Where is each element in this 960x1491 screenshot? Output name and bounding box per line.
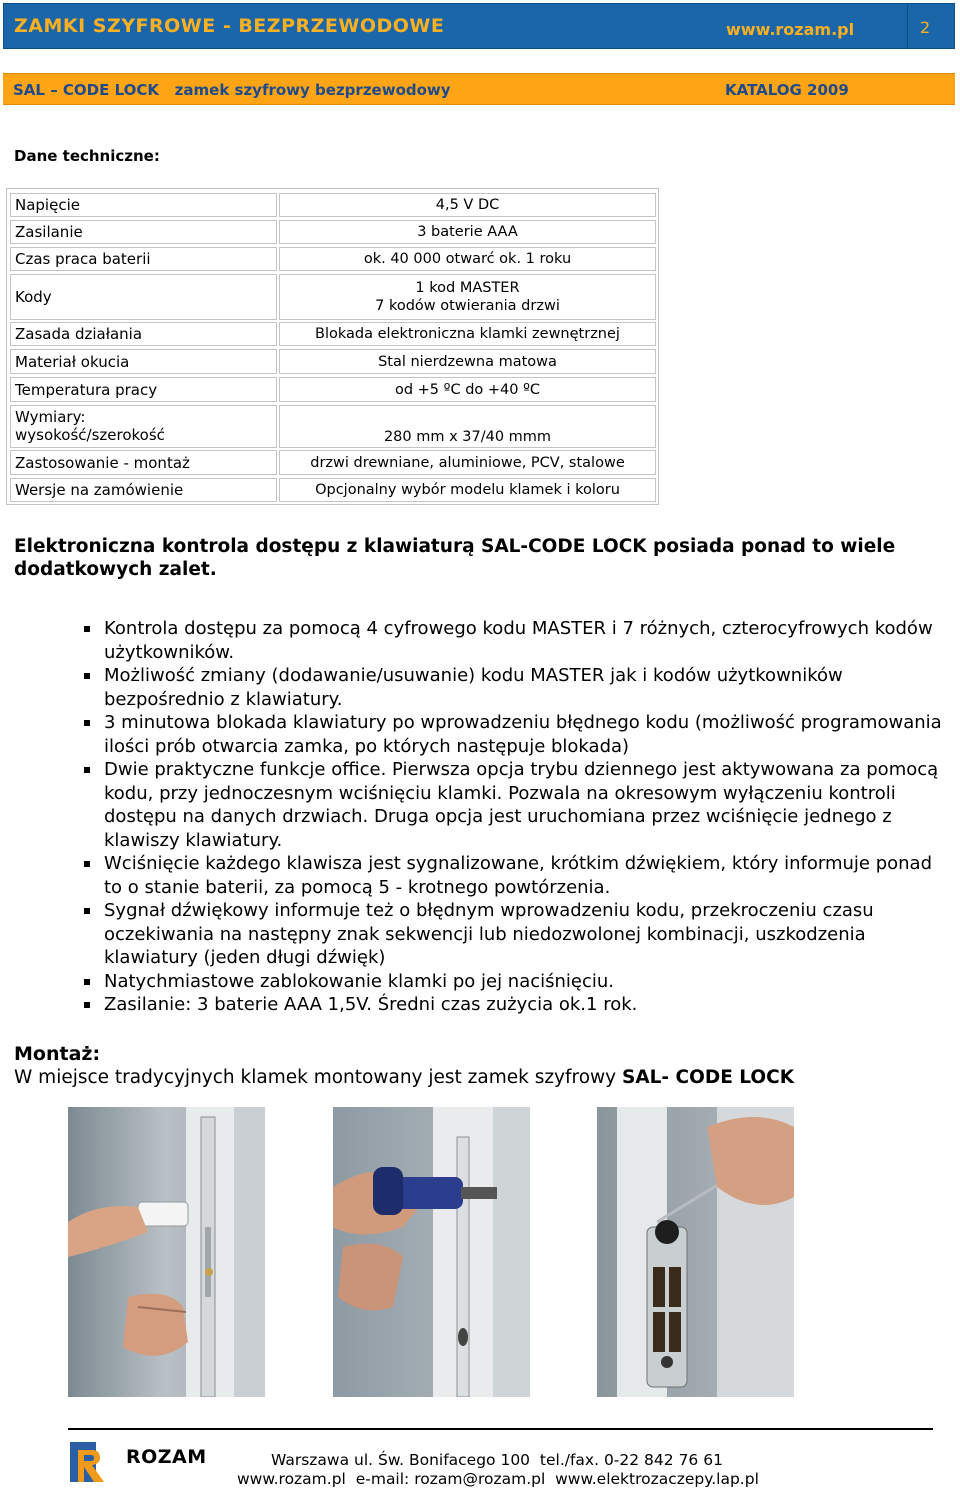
montaz-text-main: W miejsce tradycyjnych klamek montowany jest zamek szyfrowy bbox=[14, 1067, 622, 1088]
feature-text: 3 minutowa blokada klawiatury po wprowadzeniu błędnego kodu (możliwość programowania ilości prób otwarcia zamka, po których następuje blokada) bbox=[104, 712, 942, 757]
montaz-text bbox=[14, 1067, 794, 1088]
subheader-bar bbox=[3, 73, 955, 105]
list-item bbox=[82, 852, 952, 899]
spec-value: 4,5 V DC bbox=[279, 193, 656, 217]
hands-fitting-lock-photo bbox=[68, 1107, 265, 1397]
feature-text: Wciśnięcie każdego klawisza jest sygnalizowane, krótkim dźwiękiem, który informuje ponad to o stanie baterii, za pomocą 5 - krotnego powtórzenia. bbox=[104, 853, 932, 898]
feature-list bbox=[82, 617, 952, 1017]
spec-label: Materiał okucia bbox=[10, 349, 277, 374]
bullet-square-icon bbox=[84, 626, 90, 632]
spec-label: Temperatura pracy bbox=[10, 377, 277, 402]
list-item bbox=[82, 617, 952, 664]
bullet-square-icon bbox=[84, 979, 90, 985]
spec-label: Zastosowanie - montaż bbox=[10, 450, 277, 475]
footer-divider bbox=[68, 1428, 933, 1430]
catalog-label: KATALOG 2009 bbox=[725, 81, 849, 99]
feature-text: Możliwość zmiany (dodawanie/usuwanie) kodu MASTER jak i kodów użytkowników bezpośrednio z klawiatury. bbox=[104, 665, 843, 710]
spec-label: Kody bbox=[10, 274, 277, 320]
spec-value: Stal nierdzewna matowa bbox=[279, 349, 656, 374]
feature-text: Dwie praktyczne funkcje office. Pierwsza opcja trybu dziennego jest aktywowana za pomocą kodu, przy jednoczesnym wciśnięciu klamki. Pozwala na okresowym wyłączeniu kontroli dostępu na danych drzwiach. Druga opcja jest uruchomiana przez wciśnięcie jednego z klawiszy klawiatury. bbox=[104, 759, 939, 851]
list-item bbox=[82, 711, 952, 758]
intro-paragraph: Elektroniczna kontrola dostępu z klawiaturą SAL-CODE LOCK posiada ponad to wiele dodatkowych zalet. bbox=[14, 536, 896, 580]
list-item bbox=[82, 970, 952, 994]
page-number: 2 bbox=[920, 18, 931, 37]
screwdriver-battery-photo bbox=[597, 1107, 794, 1397]
header-website-link[interactable]: www.rozam.pl bbox=[726, 20, 855, 39]
spec-value: ok. 40 000 otwarć ok. 1 roku bbox=[279, 247, 656, 271]
spec-label: Napięcie bbox=[10, 193, 277, 217]
bullet-square-icon bbox=[84, 908, 90, 914]
list-item bbox=[82, 758, 952, 852]
spec-value: 3 baterie AAA bbox=[279, 220, 656, 244]
spec-label-line: Wymiary: bbox=[15, 408, 86, 426]
list-item bbox=[82, 899, 952, 970]
bullet-square-icon bbox=[84, 720, 90, 726]
spec-value: Opcjonalny wybór modelu klamek i koloru bbox=[279, 478, 656, 502]
spec-value: 280 mm x 37/40 mmm bbox=[279, 405, 656, 448]
spec-value bbox=[279, 274, 656, 320]
spec-label bbox=[10, 405, 277, 448]
rozam-logo-icon bbox=[68, 1440, 110, 1484]
feature-text: Zasilanie: 3 baterie AAA 1,5V. Średni czas zużycia ok.1 rok. bbox=[104, 994, 638, 1015]
spec-value: Blokada elektroniczna klamki zewnętrznej bbox=[279, 322, 656, 346]
spec-label: Zasada działania bbox=[10, 322, 277, 346]
spec-value-line: 7 kodów otwierania drzwi bbox=[375, 298, 560, 314]
spec-value: drzwi drewniane, aluminiowe, PCV, stalowe bbox=[279, 450, 656, 475]
header-divider bbox=[907, 4, 908, 48]
specs-heading: Dane techniczne: bbox=[14, 147, 160, 165]
feature-text: Kontrola dostępu za pomocą 4 cyfrowego kodu MASTER i 7 różnych, czterocyfrowych kodów użytkowników. bbox=[104, 618, 933, 663]
spec-value-line: 1 kod MASTER bbox=[415, 280, 520, 296]
footer-contacts[interactable]: www.rozam.pl e-mail: rozam@rozam.pl www.elektrozaczepy.lap.pl bbox=[237, 1470, 759, 1488]
spec-table bbox=[6, 188, 659, 505]
spec-label-line: wysokość/szerokość bbox=[15, 426, 165, 444]
spec-label: Zasilanie bbox=[10, 220, 277, 244]
spec-label: Czas praca baterii bbox=[10, 247, 277, 271]
bullet-square-icon bbox=[84, 1002, 90, 1008]
montaz-product-name: SAL- CODE LOCK bbox=[622, 1067, 795, 1088]
drill-photo bbox=[333, 1107, 530, 1397]
list-item bbox=[82, 993, 952, 1017]
spec-label: Wersje na zamówienie bbox=[10, 478, 277, 502]
product-title: SAL – CODE LOCK zamek szyfrowy bezprzewodowy bbox=[13, 81, 451, 99]
feature-text: Sygnał dźwiękowy informuje też o błędnym wprowadzeniu kodu, przekroczeniu czasu oczekiwania na następny znak sekwencji lub niedozwolonej kombinacji, uszkodzenia klawiatury (jeden długi dźwięk) bbox=[104, 900, 874, 968]
footer-brand: ROZAM bbox=[126, 1446, 207, 1468]
bullet-square-icon bbox=[84, 767, 90, 773]
spec-value: od +5 ºC do +40 ºC bbox=[279, 377, 656, 402]
bullet-square-icon bbox=[84, 861, 90, 867]
montaz-heading: Montaż: bbox=[14, 1043, 101, 1065]
header-title: ZAMKI SZYFROWE - BEZPRZEWODOWE bbox=[14, 15, 445, 37]
list-item bbox=[82, 664, 952, 711]
header-bar bbox=[3, 3, 955, 49]
footer-address: Warszawa ul. Św. Bonifacego 100 tel./fax. 0-22 842 76 61 bbox=[271, 1451, 723, 1469]
bullet-square-icon bbox=[84, 673, 90, 679]
feature-text: Natychmiastowe zablokowanie klamki po jej naciśnięciu. bbox=[104, 970, 615, 992]
